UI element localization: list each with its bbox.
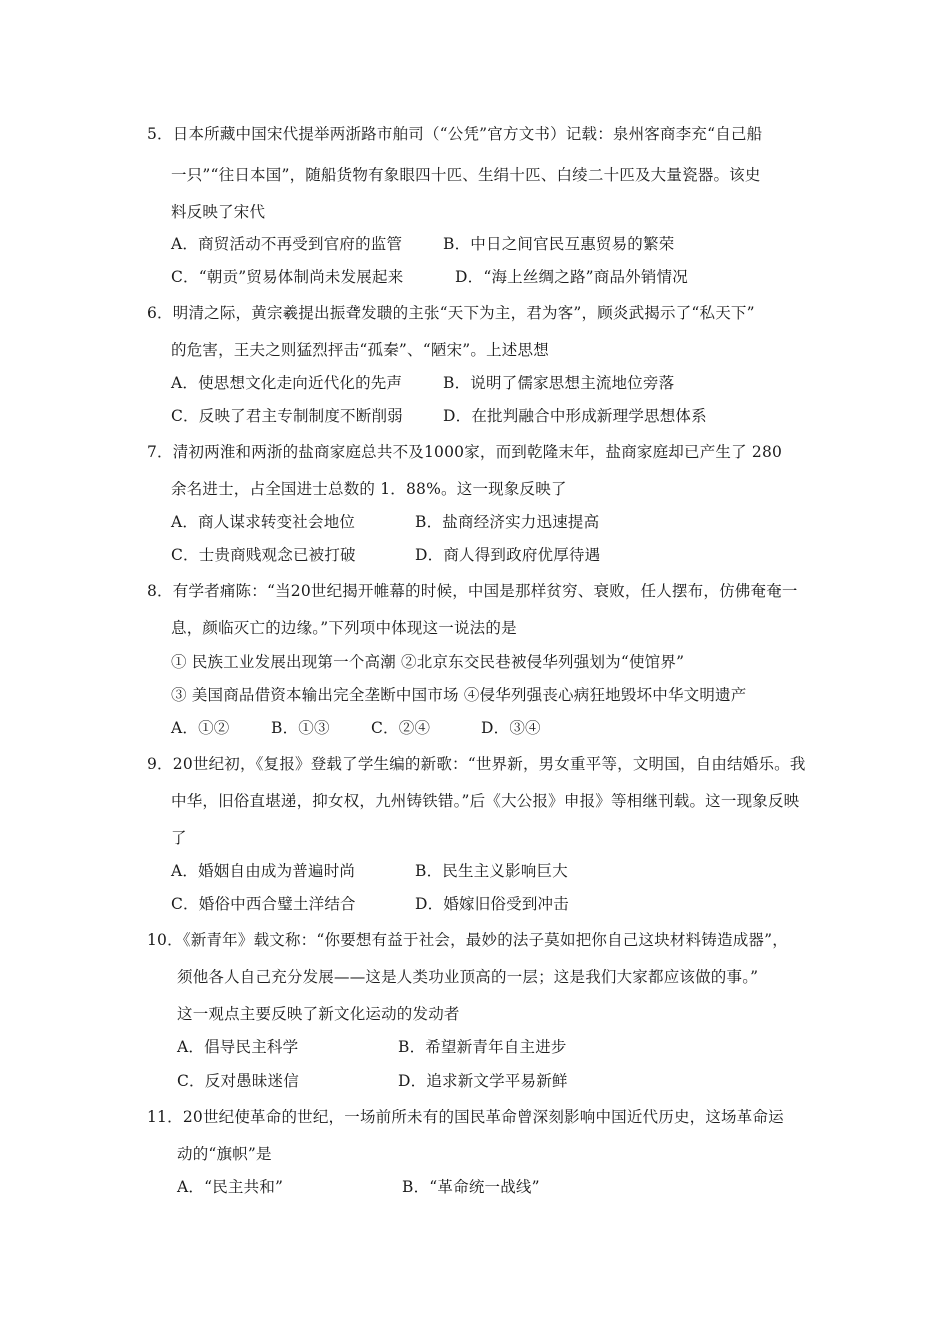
option-a: A．①② [171,719,230,737]
option-c: C．婚俗中西合璧土洋结合 [171,895,356,913]
question-stem-line: 的危害，王夫之则猛烈抨击“孤秦”、“陋宋”。上述思想 [171,341,549,359]
option-c: C．士贵商贱观念已被打破 [171,546,356,564]
option-d: D．追求新文学平易新鲜 [398,1072,568,1090]
question-stem-line: 息，颜临灭亡的边缘。”下列项中体现这一说法的是 [171,619,517,637]
question-stem-line: 余名进士，占全国进士总数的 1．88%。这一现象反映了 [171,480,567,498]
option-a: A．使思想文化走向近代化的先声 [171,374,403,392]
statement-item: ③ 美国商品借资本输出完全垄断中国市场 ④侵华列强丧心病狂地毁坏中华文明遗产 [171,686,747,704]
option-d: D．③④ [481,719,541,737]
question-stem-line: 一只”“往日本国”，随船货物有象眼四十匹、生绢十匹、白绫二十匹及大量瓷器。该史 [171,166,761,184]
question-stem-line: 了 [171,829,187,847]
option-d: D．“海上丝绸之路”商品外销情况 [455,268,688,286]
option-b: B．民生主义影响巨大 [415,862,568,880]
option-a: A．婚姻自由成为普遍时尚 [171,862,356,880]
option-c: C．反对愚昧迷信 [177,1072,299,1090]
option-d: D．婚嫁旧俗受到冲击 [415,895,569,913]
question-stem-line: 8．有学者痛陈：“当20世纪揭开帷幕的时候，中国是那样贫穷、衰败，任人摆布，仿佛奄奄一 [147,582,798,600]
question-stem-line: 10．《新青年》载文称：“你要想有益于社会，最妙的法子莫如把你自己这块材料铸造成器”， [147,931,788,949]
option-b: B．①③ [271,719,330,737]
question-stem-line: 7．清初两淮和两浙的盐商家庭总共不及1000家，而到乾隆末年，盐商家庭却已产生了 280 [147,443,783,461]
option-b: B．盐商经济实力迅速提高 [415,513,600,531]
question-stem-line: 须他各人自己充分发展——这是人类功业顶高的一层；这是我们大家都应该做的事。” [177,968,759,986]
option-b: B．中日之间官民互惠贸易的繁荣 [443,235,675,253]
statement-item: ① 民族工业发展出现第一个高潮 ②北京东交民巷被侵华列强划为“使馆界” [171,653,685,671]
option-c: C．“朝贡”贸易体制尚未发展起来 [171,268,404,286]
option-b: B．说明了儒家思想主流地位旁落 [443,374,675,392]
option-b: B．希望新青年自主进步 [398,1038,567,1056]
option-b: B．“革命统一战线” [402,1178,540,1196]
option-a: A．商贸活动不再受到官府的监管 [171,235,403,253]
option-c: C．②④ [371,719,431,737]
option-d: D．在批判融合中形成新理学思想体系 [443,407,707,425]
question-stem-line: 动的“旗帜”是 [177,1145,272,1163]
question-stem-line: 料反映了宋代 [171,203,266,221]
option-a: A．商人谋求转变社会地位 [171,513,356,531]
question-stem-line: 中华，旧俗直堪递，抑女权，九州铸铁错。”后《大公报》申报》等相继刊载。这一现象反映 [171,792,800,810]
question-stem-line: 6．明清之际，黄宗羲提出振聋发聩的主张“天下为主，君为客”，顾炎武揭示了“私天下” [147,304,755,322]
option-c: C．反映了君主专制制度不断削弱 [171,407,403,425]
option-a: A．倡导民主科学 [177,1038,299,1056]
option-a: A．“民主共和” [177,1178,284,1196]
question-stem-line: 这一观点主要反映了新文化运动的发动者 [177,1005,460,1023]
question-stem-line: 11．20世纪使革命的世纪，一场前所未有的国民革命曾深刻影响中国近代历史，这场革命运 [147,1108,784,1126]
question-stem-line: 9．20世纪初，《复报》登载了学生编的新歌：“世界新，男女重平等，文明国，自由结婚乐。我 [147,755,806,773]
question-stem-line: 5．日本所藏中国宋代提举两浙路市舶司（“公凭”官方文书）记载：泉州客商李充“自己船 [147,125,763,143]
option-d: D．商人得到政府优厚待遇 [415,546,601,564]
